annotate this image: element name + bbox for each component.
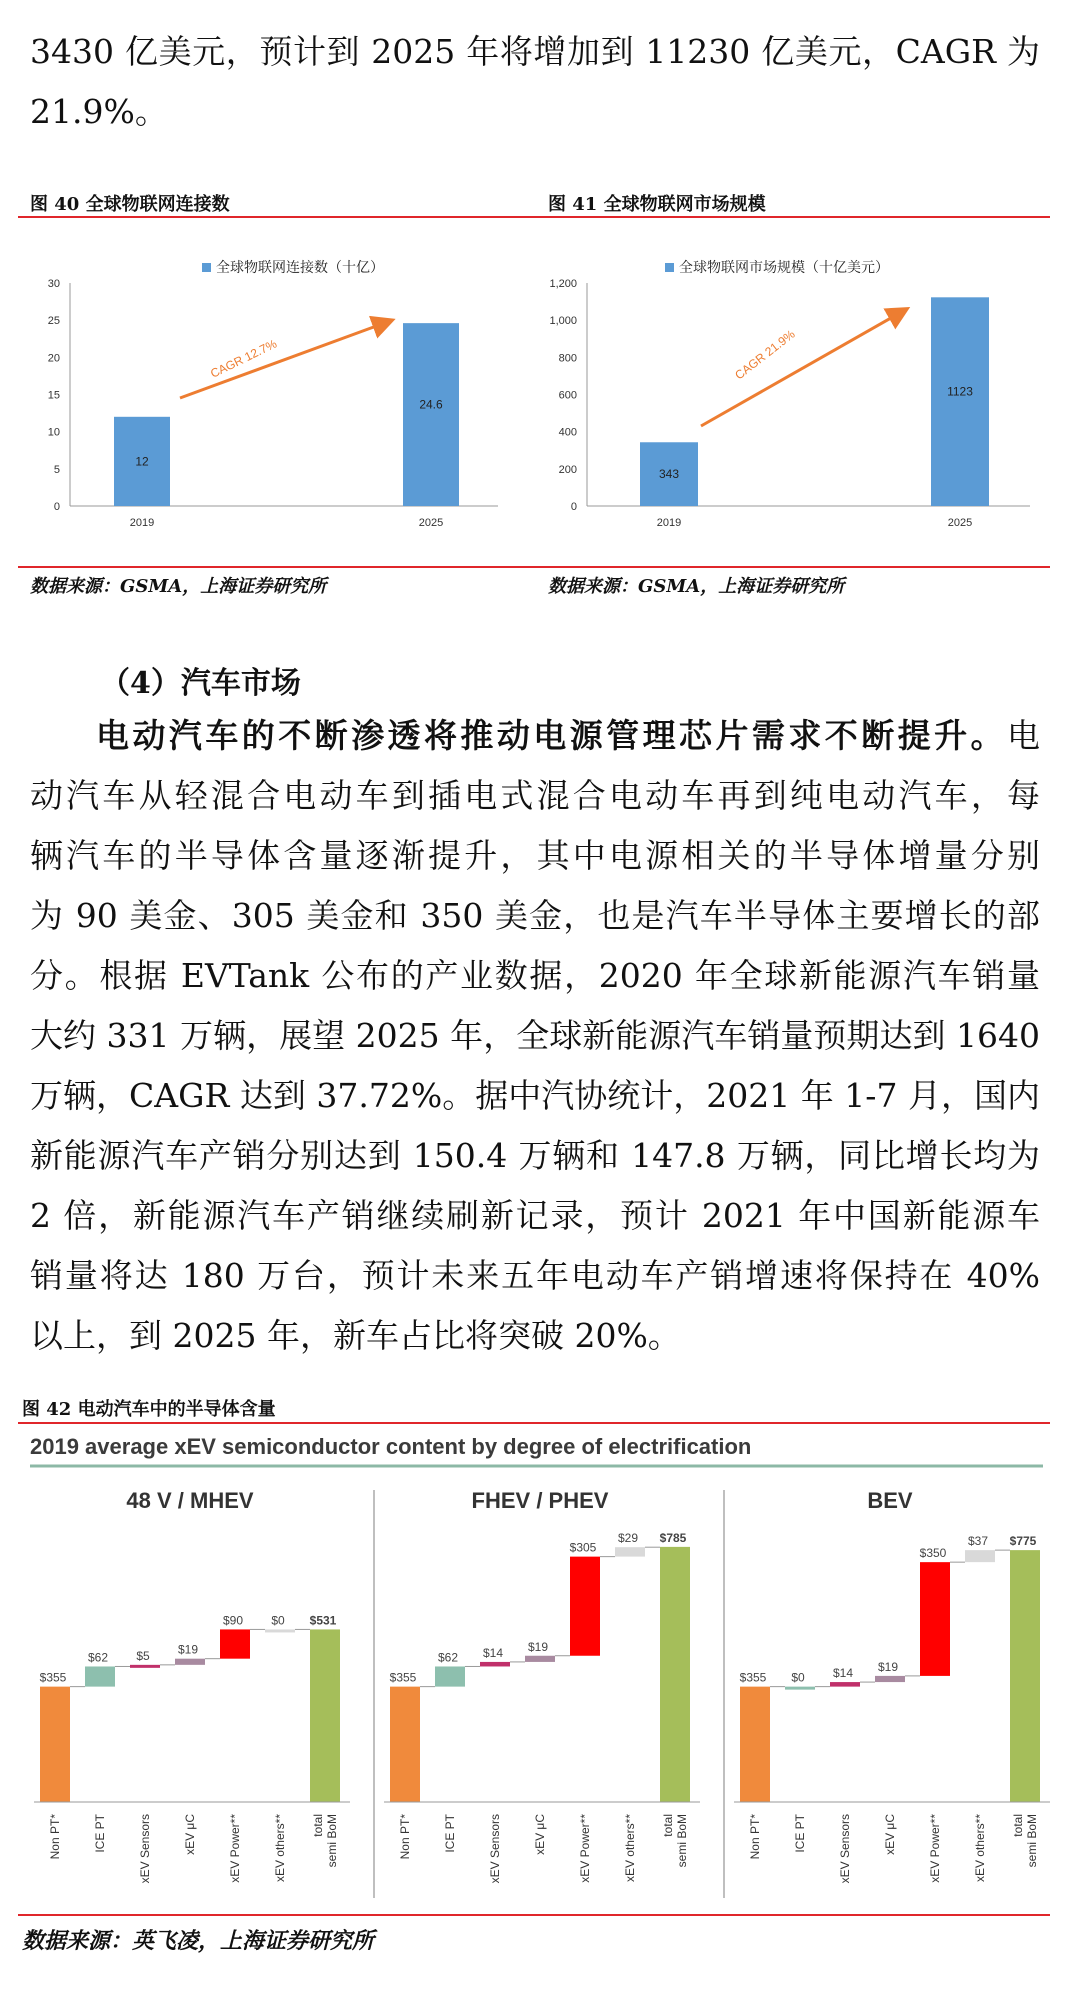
fig40-ytick-label: 25 xyxy=(47,315,60,328)
fig42-mhev-category-label: xEV Sensors xyxy=(138,1814,152,1884)
fig42-mhev-bar-3 xyxy=(175,1659,205,1665)
fig42-bev-value-label: $14 xyxy=(832,1666,854,1681)
fig40-41-bottom-rule xyxy=(18,566,1050,568)
fig42-mhev-bar-2 xyxy=(130,1665,160,1668)
fig42-phev-bar-0 xyxy=(390,1687,420,1802)
fig42-mhev-bar-6 xyxy=(310,1629,340,1802)
fig42-phev-category-label: Non PT* xyxy=(398,1814,412,1860)
fig41-ytick-label: 400 xyxy=(558,426,577,439)
fig40-chart xyxy=(18,240,518,540)
section-line-1-rest: 电 xyxy=(1007,716,1040,755)
fig42-bev-category-label: semi BoM xyxy=(1025,1814,1039,1868)
fig42-title: 图 42 电动汽车中的半导体含量 xyxy=(22,1399,276,1420)
fig42-bev-value-label: $350 xyxy=(919,1546,947,1561)
fig42-bev-value-label: $37 xyxy=(967,1534,989,1549)
fig40-ytick-label: 10 xyxy=(47,426,60,439)
fig42-phev-value-label: $785 xyxy=(659,1530,687,1545)
fig42-phev-value-label: $62 xyxy=(437,1650,459,1665)
fig40-source: 数据来源：GSMA，上海证券研究所 xyxy=(30,576,327,597)
fig41-ytick-label: 200 xyxy=(558,463,577,476)
fig42-phev-bar-1 xyxy=(435,1666,465,1686)
fig42-mhev-value-label: $90 xyxy=(222,1613,244,1628)
fig42-phev-category-label: ICE PT xyxy=(443,1814,457,1853)
fig42-chart xyxy=(18,1428,1050,1906)
fig42-bev-category-label: Non PT* xyxy=(748,1814,762,1860)
fig42-bev-category-label: ICE PT xyxy=(793,1814,807,1853)
fig41-ytick-label: 1,200 xyxy=(549,278,577,290)
fig42-bev-value-label: $0 xyxy=(791,1670,805,1685)
section-line-5: 分。根据 EVTank 公布的产业数据，2020 年全球新能源汽车销量 xyxy=(30,956,1040,995)
fig42-chart-title: 2019 average xEV semiconductor content by degree of electrification xyxy=(30,1434,752,1459)
fig41-xtick-label: 2025 xyxy=(947,517,973,529)
fig42-bev-category-label: xEV Power** xyxy=(928,1814,942,1883)
fig42-bev-value-label: $355 xyxy=(739,1670,767,1685)
section-line-9: 2 倍，新能源汽车产销继续刷新记录，预计 2021 年中国新能源车 xyxy=(30,1196,1040,1235)
fig42-bev-value-label: $775 xyxy=(1009,1534,1037,1549)
section-line-11: 以上，到 2025 年，新车占比将突破 20%。 xyxy=(30,1316,681,1355)
fig42-phev-category-label: xEV μC xyxy=(533,1814,547,1855)
section-line-3: 辆汽车的半导体含量逐渐提升，其中电源相关的半导体增量分别 xyxy=(30,836,1040,875)
fig41-ytick-label: 1,000 xyxy=(549,315,577,328)
section-line-10: 销量将达 180 万台，预计未来五年电动车产销增速将保持在 40% xyxy=(30,1256,1040,1295)
fig42-mhev-category-label: xEV others** xyxy=(273,1814,287,1883)
fig41-legend-swatch xyxy=(665,263,674,272)
fig42-bev-category-label: xEV μC xyxy=(883,1814,897,1855)
fig42-mhev-category-label: xEV μC xyxy=(183,1814,197,1855)
fig42-top-rule xyxy=(18,1422,1050,1424)
fig40-value-label: 12 xyxy=(135,454,149,469)
fig42-phev-bar-6 xyxy=(660,1547,690,1802)
fig42-phev-value-label: $19 xyxy=(527,1639,549,1654)
fig42-phev-category-label: xEV others** xyxy=(623,1814,637,1883)
section-line-6: 大约 331 万辆，展望 2025 年，全球新能源汽车销量预期达到 1640 xyxy=(30,1016,1040,1055)
fig42-phev-bar-3 xyxy=(525,1656,555,1662)
fig42-mhev-value-label: $19 xyxy=(177,1642,199,1657)
fig40-value-label: 24.6 xyxy=(419,397,443,412)
section-line-7: 万辆，CAGR 达到 37.72%。据中汽协统计，2021 年 1-7 月，国内 xyxy=(30,1076,1040,1115)
fig42-source: 数据来源：英飞凌，上海证券研究所 xyxy=(22,1928,375,1954)
fig40-41-top-rule xyxy=(18,216,1050,218)
fig41-legend-label: 全球物联网市场规模（十亿美元） xyxy=(679,259,889,275)
fig42-phev-category-label: xEV Sensors xyxy=(488,1814,502,1884)
fig42-bev-bar-5 xyxy=(965,1550,995,1562)
fig40-legend-swatch xyxy=(202,263,211,272)
fig42-mhev-category-label: semi BoM xyxy=(325,1814,339,1868)
fig42-panel-title-mhev: 48 V / MHEV xyxy=(126,1488,254,1513)
fig42-phev-category-label: xEV Power** xyxy=(578,1814,592,1883)
fig42-mhev-value-label: $355 xyxy=(39,1670,67,1685)
fig42-mhev-category-label: total xyxy=(311,1814,325,1837)
fig41-ytick-label: 0 xyxy=(570,501,577,513)
section-line-4: 为 90 美金、305 美金和 350 美金，也是汽车半导体主要增长的部 xyxy=(30,896,1040,935)
fig42-mhev-category-label: Non PT* xyxy=(48,1814,62,1860)
fig41-value-label: 1123 xyxy=(947,384,973,399)
fig42-bev-bar-6 xyxy=(1010,1550,1040,1802)
section-line-1 xyxy=(30,706,1040,766)
fig40-bar-2025 xyxy=(403,323,459,506)
fig41-source: 数据来源：GSMA，上海证券研究所 xyxy=(548,576,845,597)
fig42-phev-bar-2 xyxy=(480,1662,510,1667)
fig42-phev-value-label: $14 xyxy=(482,1645,504,1660)
fig40-ytick-label: 0 xyxy=(53,501,60,513)
fig41-ytick-label: 600 xyxy=(558,389,577,402)
fig40-xtick-label: 2025 xyxy=(418,517,444,529)
section-line-2: 动汽车从轻混合电动车到插电式混合电动车再到纯电动汽车，每 xyxy=(30,776,1040,815)
fig41-cagr-arrow xyxy=(701,310,905,426)
fig40-ytick-label: 5 xyxy=(53,463,60,476)
fig42-phev-bar-5 xyxy=(615,1547,645,1556)
fig42-bev-bar-3 xyxy=(875,1676,905,1682)
fig41-cagr-label: CAGR 21.9% xyxy=(732,326,798,383)
fig40-ytick-label: 20 xyxy=(47,352,60,365)
fig40-xtick-label: 2019 xyxy=(129,517,155,529)
fig42-mhev-value-label: $531 xyxy=(309,1613,337,1628)
fig41-value-label: 343 xyxy=(658,467,680,482)
fig42-bev-category-label: xEV Sensors xyxy=(838,1814,852,1884)
fig42-mhev-bar-4 xyxy=(220,1629,250,1658)
fig40-cagr-arrow xyxy=(180,321,390,398)
fig40-legend-label: 全球物联网连接数（十亿） xyxy=(216,259,384,275)
fig42-mhev-category-label: xEV Power** xyxy=(228,1814,242,1883)
fig42-panel-title-phev: FHEV / PHEV xyxy=(471,1488,609,1513)
fig42-mhev-bar-1 xyxy=(85,1666,115,1686)
fig42-bev-category-label: xEV others** xyxy=(973,1814,987,1883)
fig41-xtick-label: 2019 xyxy=(656,517,682,529)
fig42-mhev-value-label: $62 xyxy=(87,1650,109,1665)
fig41-bar-2025 xyxy=(931,297,989,506)
section-paragraph xyxy=(30,706,1040,1366)
fig42-mhev-bar-5 xyxy=(265,1629,295,1632)
fig42-bev-bar-0 xyxy=(740,1687,770,1802)
section-heading: （4）汽车市场 xyxy=(100,666,301,701)
fig42-phev-value-label: $355 xyxy=(389,1670,417,1685)
fig42-bev-category-label: total xyxy=(1011,1814,1025,1837)
fig42-phev-category-label: semi BoM xyxy=(675,1814,689,1868)
intro-line-2: 21.9%。 xyxy=(30,92,168,131)
fig42-bev-value-label: $19 xyxy=(877,1659,899,1674)
fig42-mhev-bar-0 xyxy=(40,1687,70,1802)
fig41-ytick-label: 800 xyxy=(558,352,577,365)
fig42-bev-bar-4 xyxy=(920,1562,950,1676)
fig42-bev-bar-1 xyxy=(785,1687,815,1690)
fig41-chart xyxy=(535,240,1050,540)
intro-paragraph xyxy=(30,22,1040,142)
section-line-8: 新能源汽车产销分别达到 150.4 万辆和 147.8 万辆，同比增长均为 xyxy=(30,1136,1040,1175)
fig41-title: 图 41 全球物联网市场规模 xyxy=(548,194,766,215)
fig40-cagr-label: CAGR 12.7% xyxy=(208,336,280,381)
fig40-ytick-label: 15 xyxy=(47,389,60,402)
fig42-phev-value-label: $305 xyxy=(569,1540,597,1555)
fig42-panel-title-bev: BEV xyxy=(867,1488,913,1513)
fig42-bottom-rule xyxy=(18,1914,1050,1916)
fig42-phev-value-label: $29 xyxy=(617,1531,639,1546)
fig40-ytick-label: 30 xyxy=(47,278,60,290)
fig42-phev-category-label: total xyxy=(661,1814,675,1837)
section-bold-lead: 电动汽车的不断渗透将推动电源管理芯片需求不断提升。 xyxy=(96,716,1007,755)
fig42-phev-bar-4 xyxy=(570,1557,600,1656)
intro-line-1: 3430 亿美元，预计到 2025 年将增加到 11230 亿美元，CAGR 为 xyxy=(30,32,1040,71)
fig42-mhev-category-label: ICE PT xyxy=(93,1814,107,1853)
fig42-bev-bar-2 xyxy=(830,1682,860,1687)
fig40-title: 图 40 全球物联网连接数 xyxy=(30,194,230,215)
fig42-mhev-value-label: $0 xyxy=(271,1613,285,1628)
fig42-mhev-value-label: $5 xyxy=(136,1648,150,1663)
